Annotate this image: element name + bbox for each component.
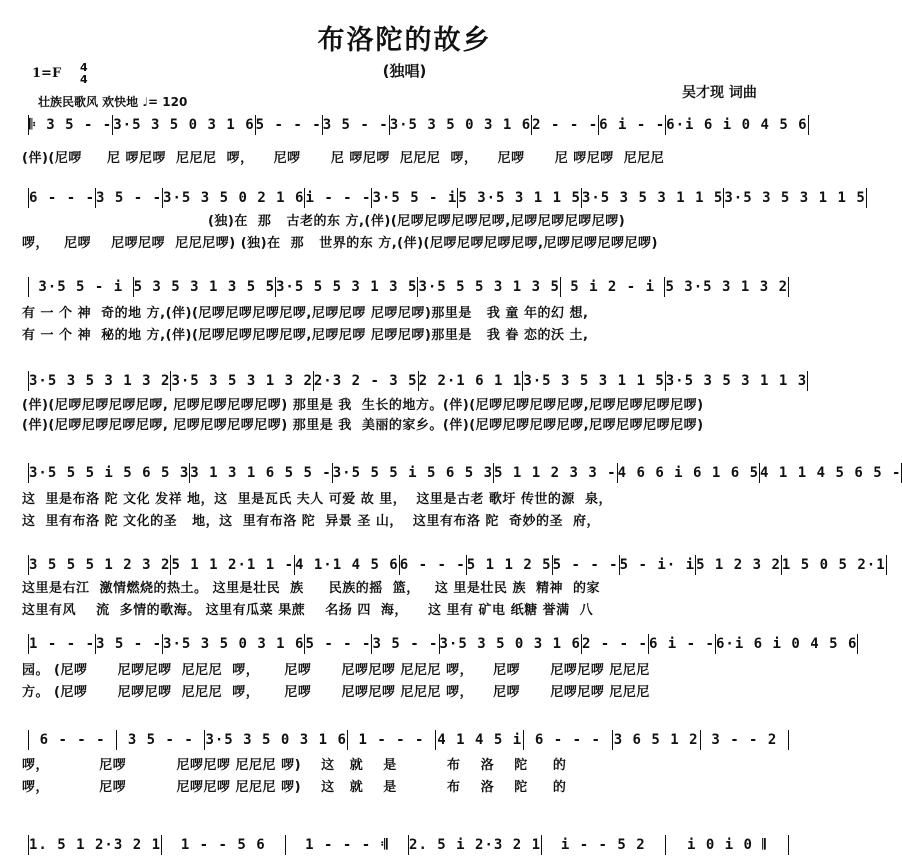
measure: 6·i 6 i 0 4 5 6 <box>715 636 858 652</box>
measure: 3 5 5 5 1 2 3 2 <box>29 557 171 573</box>
subtitle: (独唱) <box>382 62 427 80</box>
measure: 6·i 6 i 0 4 5 6 <box>666 117 808 133</box>
measure: 3·5 5 - i <box>372 190 458 206</box>
time-bottom: 4 <box>80 73 88 86</box>
measure: 1 - - - 𝄇 <box>286 835 410 855</box>
measure: 3·5 3 5 0 2 1 6 <box>163 190 305 206</box>
notation-system <box>28 555 886 575</box>
measure: 3 6 5 1 2 <box>613 730 701 750</box>
measure: 1 - - 5 6 <box>162 835 286 855</box>
measure: 5 - i· i <box>619 557 696 573</box>
lyric-line: 园。 (尼啰 尼啰尼啰 尼尼尼 啰， 尼啰 尼啰尼啰 尼尼尼 啰， 尼啰 尼啰尼啰 尼尼尼 <box>22 663 650 678</box>
author: 吴才现 词曲 <box>682 85 757 101</box>
measure: 3·5 3 5 3 1 1 3 <box>665 373 808 389</box>
lyric-line: 有 一 个 神 奇的地 方,(伴)(尼啰尼啰尼啰尼啰,尼啰尼啰 尼啰尼啰)那里是 我 童 年的幻 想, <box>22 306 589 321</box>
measure: 3 1 3 1 6 5 5 - <box>190 465 332 481</box>
measure: 3·5 5 5 3 1 3 5 <box>276 279 418 295</box>
measure: 5 - - - <box>305 636 372 652</box>
measure: 4 1 1 4 5 6 5 - <box>760 465 902 481</box>
time-signature <box>80 62 88 86</box>
notation-system <box>28 463 902 483</box>
measure: 5 - - - <box>552 557 619 573</box>
lyric-line: 这 里有布洛 陀 文化的圣 地，这 里有布洛 陀 异景 圣 山， 这里有布洛 陀 奇妙的圣 府， <box>22 514 601 529</box>
measure: i 0 i 0 𝄂 <box>666 835 790 855</box>
measure: 5 1 2 3 2 <box>696 557 781 573</box>
measure: 3·5 5 5 i 5 6 5 3 <box>332 465 494 481</box>
measure: 3 5 - - <box>322 117 389 133</box>
lyric-line: 啰， 尼啰 尼啰尼啰 尼尼尼 啰) 这 就 是 布 洛 陀 的 <box>22 758 567 773</box>
lyric-line: 有 一 个 神 秘的地 方,(伴)(尼啰尼啰尼啰尼啰,尼啰尼啰 尼啰尼啰)那里是 我 眷 恋的沃 土, <box>22 328 589 343</box>
notation-system <box>28 115 808 135</box>
measure: 2 2·1 6 1 1 <box>418 373 523 389</box>
lyric-line: 啰， 尼啰 尼啰尼啰 尼尼尼啰) (独)在 那 世界的东 方,(伴)(尼啰尼啰尼啰尼啰,尼啰尼啰尼啰尼啰) <box>22 236 658 251</box>
style-tempo: 壮族民歌风 欢快地 ♩= 120 <box>38 95 188 109</box>
measure: 3·5 3 5 0 3 1 6 <box>389 117 532 133</box>
measure: 3 5 - - <box>117 730 205 750</box>
measure: 4 1·1 4 5 6 <box>295 557 399 573</box>
lyric-line: (伴)(尼啰尼啰尼啰尼啰, 尼啰尼啰尼啰尼啰) 那里是 我 美丽的家乡。(伴)(尼啰尼啰尼啰尼啰,尼啰尼啰尼啰尼啰) <box>22 418 704 433</box>
lyric-line: 这 里是布洛 陀 文化 发祥 地，这 里是瓦氏 夫人 可爱 故 里， 这里是古老 歌圩 传世的源 泉， <box>22 492 612 507</box>
measure: i - - - <box>305 190 372 206</box>
measure: 6 i - - <box>648 636 715 652</box>
measure: 5 1 1 2 5 <box>466 557 552 573</box>
measure: 3·5 3 5 3 1 1 5 <box>724 190 866 206</box>
measure: 6 i - - <box>599 117 666 133</box>
measure: 1 - - - <box>348 730 436 750</box>
measure: 6 - - - <box>399 557 466 573</box>
measure: 5 - - - <box>255 117 322 133</box>
measure: 1 - - - <box>29 636 96 652</box>
measure: 3 - - 2 <box>701 730 789 750</box>
measure: 5 3·5 3 1 1 5 <box>458 190 581 206</box>
measure: 3·5 3 5 3 1 1 5 <box>523 373 665 389</box>
key-signature: 1=F <box>32 66 62 81</box>
lyric-line: (独)在 那 古老的东 方,(伴)(尼啰尼啰尼啰尼啰,尼啰尼啰尼啰尼啰) <box>22 214 626 229</box>
measure: 3·5 5 5 i 5 6 5 3 <box>29 465 190 481</box>
measure: 3 5 - - <box>96 636 163 652</box>
lyric-line: (伴)(尼啰 尼 啰尼啰 尼尼尼 啰， 尼啰 尼 啰尼啰 尼尼尼 啰， 尼啰 尼 啰尼啰 尼尼尼 <box>22 151 665 166</box>
measure: 3·5 3 5 0 3 1 6 <box>205 732 347 748</box>
lyric-line: (伴)(尼啰尼啰尼啰尼啰, 尼啰尼啰尼啰尼啰) 那里是 我 生长的地方。(伴)(尼啰尼啰尼啰尼啰,尼啰尼啰尼啰尼啰) <box>22 398 704 413</box>
measure: 3·5 5 5 3 1 3 5 <box>418 279 560 295</box>
measure: 1 5 0 5 2·1 <box>781 557 886 573</box>
measure: 6 - - - <box>29 730 117 750</box>
measure: 6 - - - <box>524 730 612 750</box>
notation-system <box>28 371 808 391</box>
measure: 2 - - - <box>532 117 599 133</box>
notation-system <box>28 188 866 208</box>
lyric-line: 这里是右江 激情燃烧的热土。 这里是壮民 族 民族的摇 篮， 这 里是壮民 族 精神 的家 <box>22 581 601 596</box>
notation-system <box>28 634 858 654</box>
measure: 4 6 6 i 6 1 6 5 <box>617 465 760 481</box>
lyric-line: 啰， 尼啰 尼啰尼啰 尼尼尼 啰) 这 就 是 布 洛 陀 的 <box>22 780 567 795</box>
measure: 2·3 2 - 3 5 <box>313 373 418 389</box>
measure: 𝄆 3 5 - - <box>29 117 113 133</box>
lyric-line: 方。 (尼啰 尼啰尼啰 尼尼尼 啰， 尼啰 尼啰尼啰 尼尼尼 啰， 尼啰 尼啰尼啰 尼尼尼 <box>22 685 650 700</box>
measure: 1. 5 1 2·3 2 1 <box>29 837 162 853</box>
song-title: 布洛陀的故乡 <box>317 25 492 56</box>
lyric-line: 这里有风 流 多情的歌海。 这里有瓜菜 果蔗 名扬 四 海， 这 里有 矿电 纸糖 誉满 八 <box>22 603 594 618</box>
measure: 3 5 - - <box>372 636 439 652</box>
notation-system <box>28 277 789 297</box>
measure: 3·5 3 5 0 3 1 6 <box>163 636 305 652</box>
measure: 3 5 - - <box>96 190 163 206</box>
time-top: 4 <box>80 61 88 74</box>
measure: 2 - - - <box>581 636 648 652</box>
notation-system <box>28 835 789 855</box>
measure: 3·5 3 5 0 3 1 6 <box>113 117 255 133</box>
measure: 3·5 3 5 3 1 3 2 <box>171 373 313 389</box>
measure: 5 1 1 2·1 1 - <box>171 557 295 573</box>
notation-system <box>28 730 789 750</box>
measure: 5 3 5 3 1 3 5 5 <box>133 279 275 295</box>
measure: 5 i 2 - i <box>561 277 666 297</box>
measure: 5 1 1 2 3 3 - <box>494 465 617 481</box>
measure: 4 1 4 5 i <box>436 730 524 750</box>
measure: 3·5 3 5 3 1 1 5 <box>581 190 724 206</box>
measure: 5 3·5 3 1 3 2 <box>665 279 789 295</box>
measure: 3·5 5 - i <box>29 277 134 297</box>
measure: 6 - - - <box>29 190 96 206</box>
measure: 2. 5 i 2·3 2 1 <box>409 837 542 853</box>
measure: 3·5 3 5 0 3 1 6 <box>439 636 581 652</box>
measure: 3·5 3 5 3 1 3 2 <box>29 373 171 389</box>
measure: i - - 5 2 <box>542 835 666 855</box>
